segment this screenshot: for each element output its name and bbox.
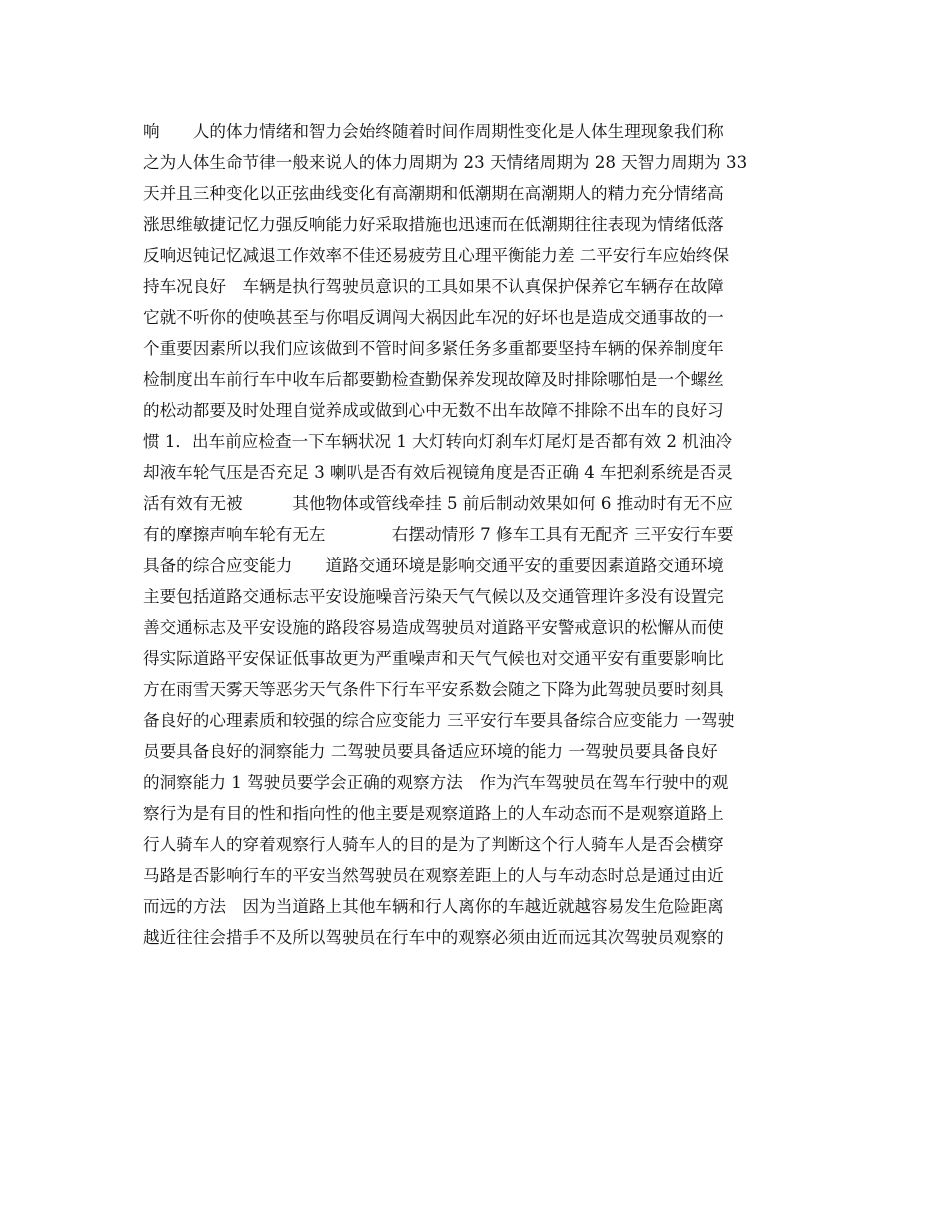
text-line: 检制度出车前行车中收车后都要勤检查勤保养发现故障及时排除哪怕是一个螺丝 <box>143 370 724 389</box>
text-line: 持车况良好 车辆是执行驾驶员意识的工具如果不认真保护保养它车辆存在故障 <box>143 277 724 296</box>
text-line: 响 人的体力情绪和智力会始终随着时间作周期性变化是人体生理现象我们称 <box>143 122 724 141</box>
text-line: 行人骑车人的穿着观察行人骑车人的目的是为了判断这个行人骑车人是否会横穿 <box>143 835 724 854</box>
body-text <box>143 116 808 953</box>
text-line: 有的摩擦声响车轮有无左 右摆动情形 7 修车工具有无配齐 三平安行车要 <box>143 525 734 544</box>
text-line: 它就不听你的使唤甚至与你唱反调闯大祸因此车况的好坏也是造成交通事故的一 <box>143 308 724 327</box>
text-line: 得实际道路平安保证低事故更为严重噪声和天气气候也对交通平安有重要影响比 <box>143 649 724 668</box>
text-line: 天并且三种变化以正弦曲线变化有高潮期和低潮期在高潮期人的精力充分情绪高 <box>143 184 724 203</box>
text-line: 的洞察能力 1 驾驶员要学会正确的观察方法 作为汽车驾驶员在驾车行驶中的观 <box>143 773 729 792</box>
text-line: 之为人体生命节律一般来说人的体力周期为 23 天情绪周期为 28 天智力周期为 33 <box>143 153 748 172</box>
text-line: 越近往往会措手不及所以驾驶员在行车中的观察必须由近而远其次驾驶员观察的 <box>143 928 724 947</box>
text-line: 反响迟钝记忆减退工作效率不佳还易疲劳且心理平衡能力差 二平安行车应始终保 <box>143 246 730 265</box>
text-line: 备良好的心理素质和较强的综合应变能力 三平安行车要具备综合应变能力 一驾驶 <box>143 711 735 730</box>
text-line: 员要具备良好的洞察能力 二驾驶员要具备适应环境的能力 一驾驶员要具备良好 <box>143 742 718 761</box>
text-line: 具备的综合应变能力 道路交通环境是影响交通平安的重要因素道路交通环境 <box>143 556 724 575</box>
text-line: 活有效有无被 其他物体或管线牵挂 5 前后制动效果如何 6 推动时有无不应 <box>143 494 733 513</box>
text-line: 个重要因素所以我们应该做到不管时间多紧任务多重都要坚持车辆的保养制度年 <box>143 339 724 358</box>
text-line: 惯 1．出车前应检查一下车辆状况 1 大灯转向灯刹车灯尾灯是否都有效 2 机油冷 <box>143 432 733 451</box>
text-line: 主要包括道路交通标志平安设施噪音污染天气气候以及交通管理许多没有设置完 <box>143 587 724 606</box>
text-line: 善交通标志及平安设施的路段容易造成驾驶员对道路平安警戒意识的松懈从而使 <box>143 618 724 637</box>
text-line: 马路是否影响行车的平安当然驾驶员在观察差距上的人与车动态时总是通过由近 <box>143 866 724 885</box>
text-line: 方在雨雪天雾天等恶劣天气条件下行车平安系数会随之下降为此驾驶员要时刻具 <box>143 680 724 699</box>
text-line: 却液车轮气压是否充足 3 喇叭是否有效后视镜角度是否正确 4 车把刹系统是否灵 <box>143 463 733 482</box>
text-line: 察行为是有目的性和指向性的他主要是观察道路上的人车动态而不是观察道路上 <box>143 804 724 823</box>
text-line: 的松动都要及时处理自觉养成或做到心中无数不出车故障不排除不出车的良好习 <box>143 401 724 420</box>
text-line: 而远的方法 因为当道路上其他车辆和行人离你的车越近就越容易发生危险距离 <box>143 897 724 916</box>
text-line: 涨思维敏捷记忆力强反响能力好采取措施也迅速而在低潮期往往表现为情绪低落 <box>143 215 724 234</box>
